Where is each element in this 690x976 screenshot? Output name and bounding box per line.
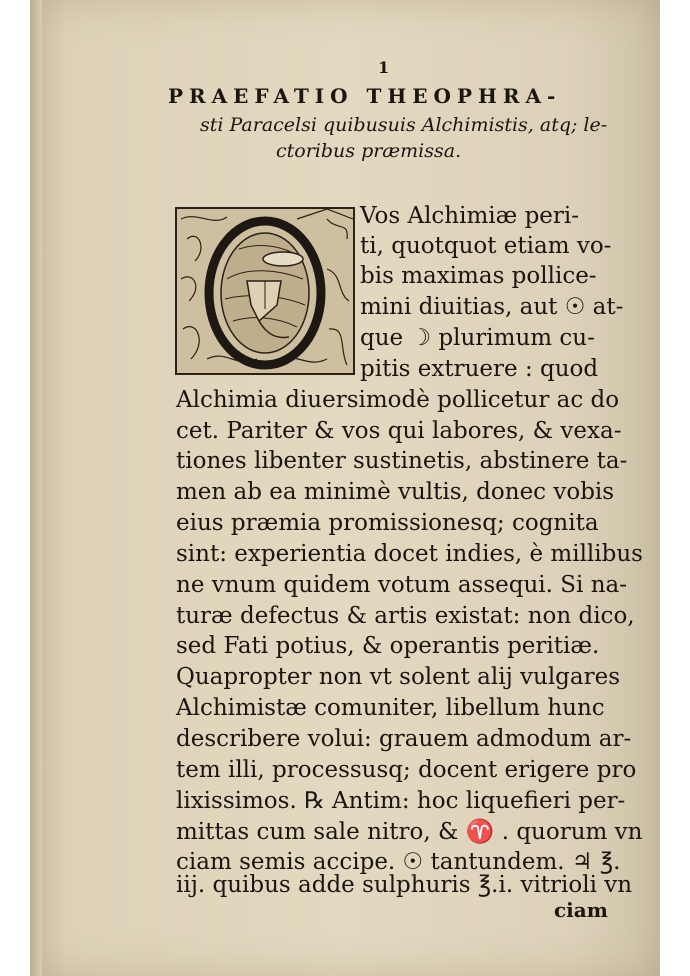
decorated-initial (175, 207, 355, 375)
text-line: ne vnum quidem votum assequi. Si na- (176, 572, 628, 598)
text-line: Quapropter non vt solent alij vulgares (176, 664, 621, 690)
text-line: bis maximas pollice- (360, 263, 597, 289)
text-line: iij. quibus adde sulphuris ℥.i. vitrioli vn (176, 872, 633, 898)
preface-heading: PRAEFATIO THEOPHRA- (168, 84, 562, 108)
text-line: sint: experientia docet indies, è millibus (176, 541, 643, 567)
text-line: turæ defectus & artis existat: non dico, (176, 603, 635, 629)
catchword: ciam (554, 898, 608, 922)
text-line: cet. Pariter & vos qui labores, & vexa- (176, 418, 622, 444)
text-line: mittas cum sale nitro, & ♈ . quorum vn (176, 819, 643, 845)
text-line: lixissimos. ℞ Antim: hoc liquefieri per- (176, 788, 626, 814)
text-line: tiones libenter sustinetis, abstinere ta- (176, 448, 628, 474)
text-line: ti, quotquot etiam vo- (360, 233, 612, 259)
page-number: 1 (378, 58, 390, 77)
book-page (30, 0, 660, 976)
text-line: Alchimia diuersimodè pollicetur ac do (176, 387, 620, 413)
text-line: men ab ea minimè vultis, donec vobis (176, 479, 615, 505)
subheading-line-1: sti Paracelsi quibusuis Alchimistis, atq; le- (200, 114, 608, 136)
page-text (30, 0, 660, 976)
text-line: eius præmia promissionesq; cognita (176, 510, 599, 536)
text-line: mini diuitias, aut ☉ at- (360, 294, 624, 320)
text-line: Alchimistæ comuniter, libellum hunc (176, 695, 605, 721)
woodcut-initial-illustration (177, 209, 353, 373)
text-line: describere volui: grauem admodum ar- (176, 726, 632, 752)
text-line: que ☽ plurimum cu- (360, 325, 595, 351)
subheading-line-2: ctoribus præmissa. (276, 140, 462, 162)
text-line: ciam semis accipe. ☉ tantundem. ♃ ℥. (176, 849, 621, 875)
text-line: sed Fati potius, & operantis peritiæ. (176, 633, 600, 659)
text-line: Vos Alchimiæ peri- (360, 203, 580, 229)
text-line: tem illi, processusq; docent erigere pro (176, 757, 637, 783)
text-line: pitis extruere : quod (360, 356, 599, 382)
